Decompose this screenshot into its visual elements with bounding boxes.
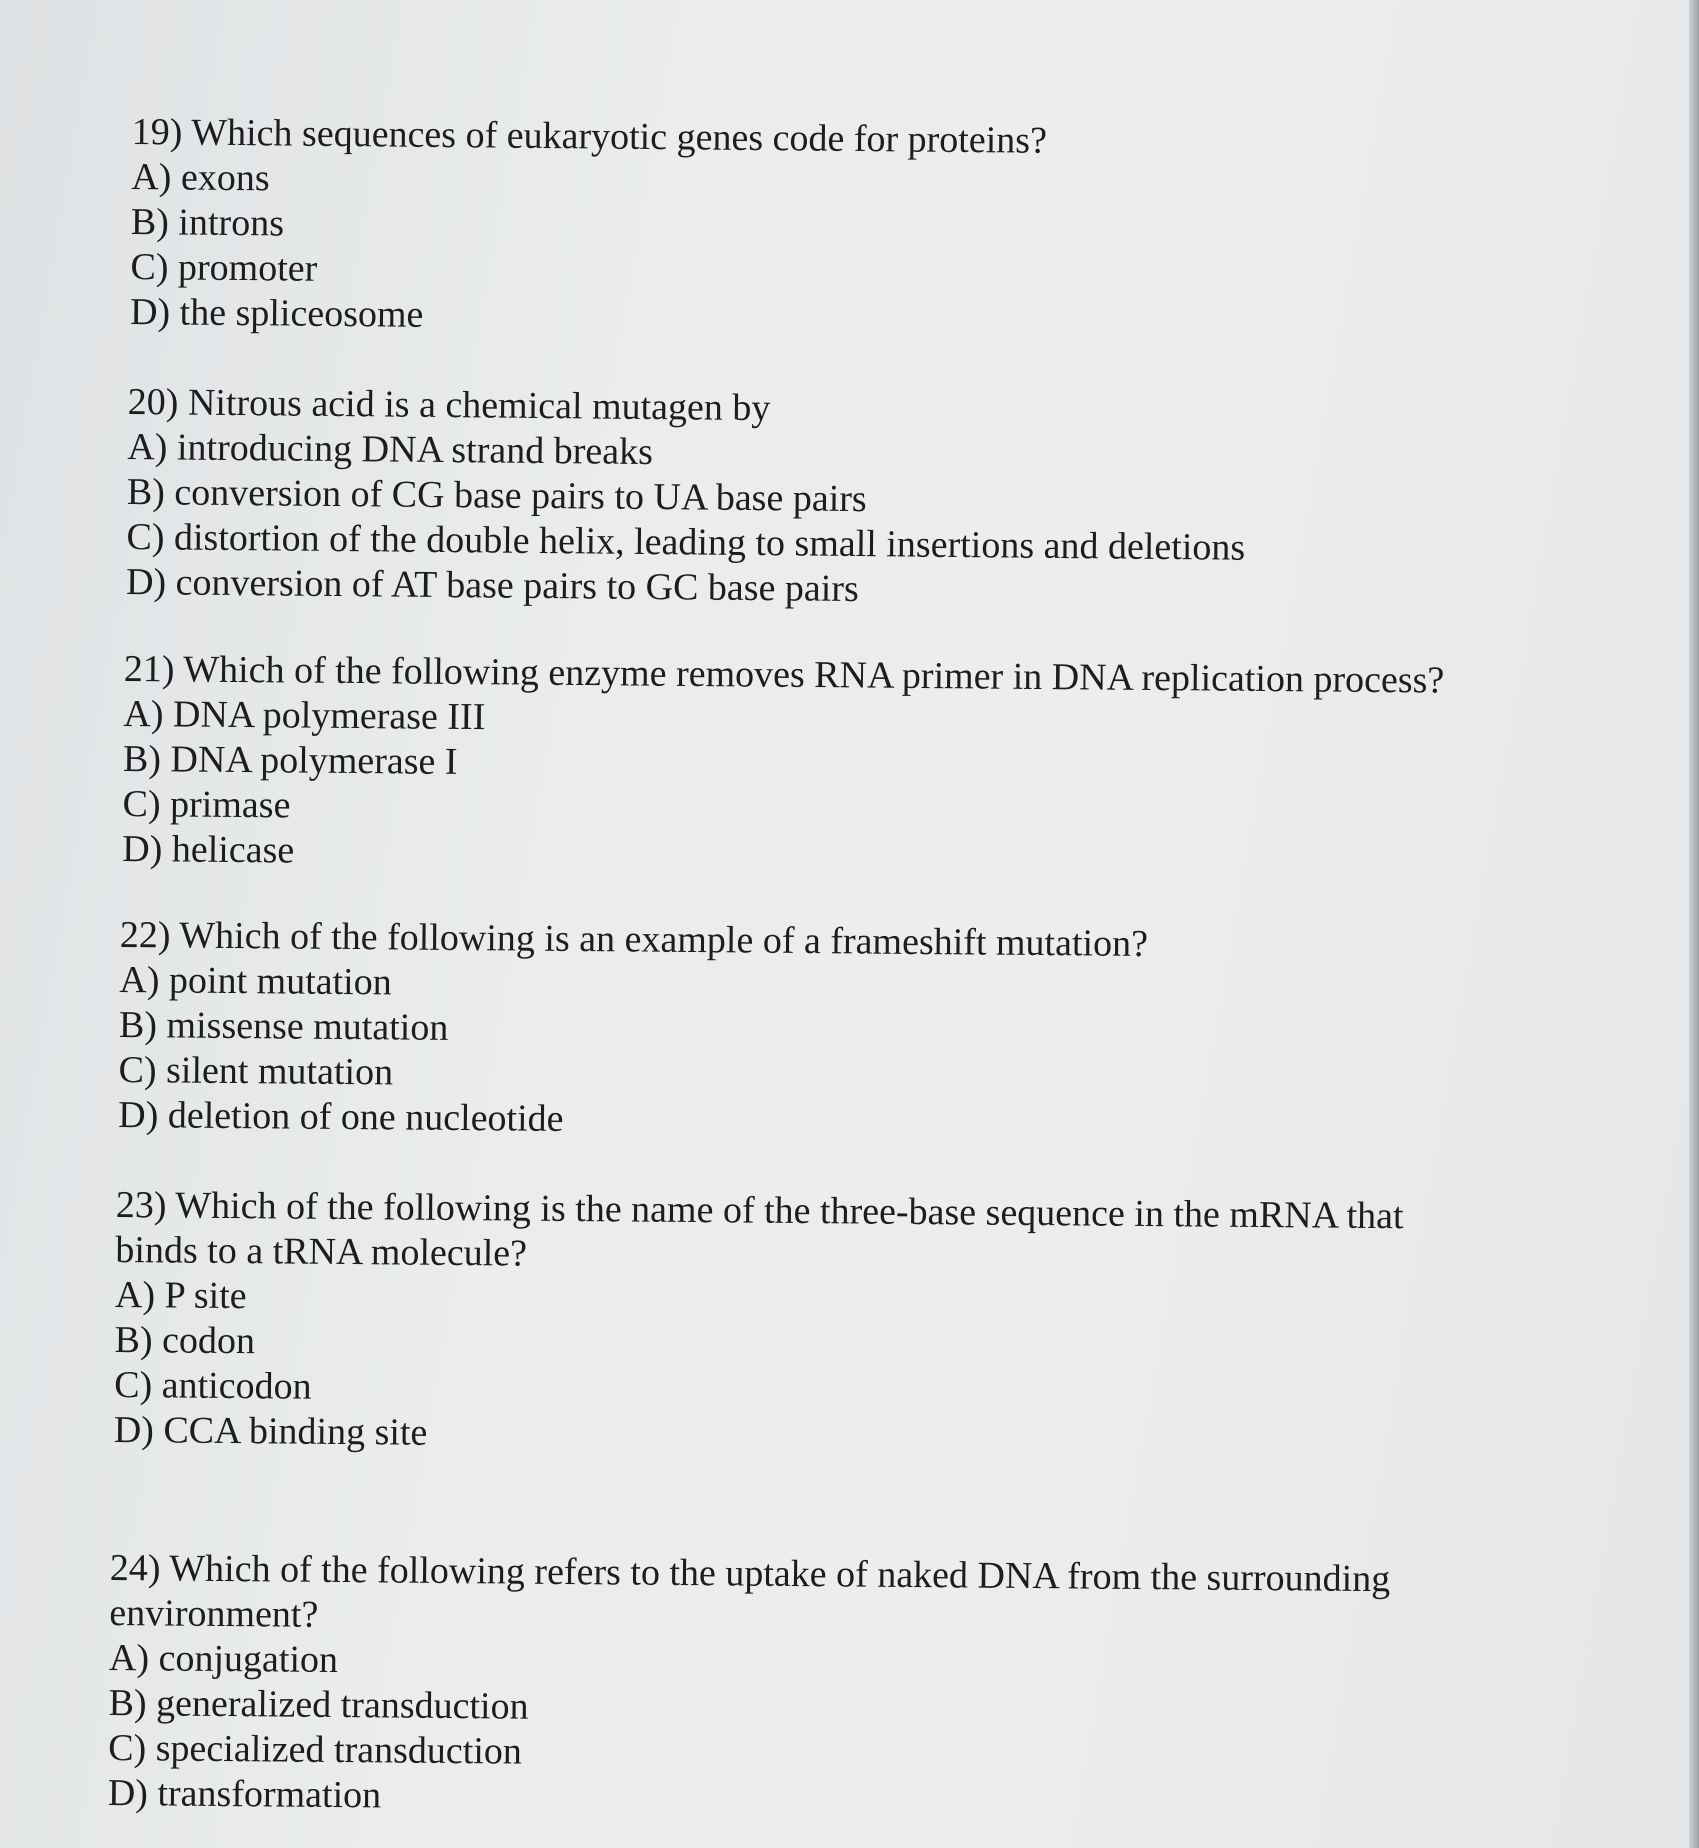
option-d: D) CCA binding site (113, 1408, 428, 1454)
option-b: B) missense mutation (118, 1003, 449, 1049)
option-d: D) transformation (107, 1771, 382, 1817)
question-20 (126, 380, 1247, 616)
question-stem: 22) Which of the following is an example of a frameshift mutation? (119, 913, 1149, 965)
option-a: A) conjugation (108, 1636, 339, 1681)
question-stem-line-1: 23) Which of the following is the name of the three-base sequence in the mRNA that (115, 1184, 1404, 1238)
option-b: B) DNA polymerase I (122, 737, 458, 783)
question-stem: 19) Which sequences of eukaryotic genes code for proteins? (131, 110, 1048, 162)
question-stem: 21) Which of the following enzyme removes RNA primer in DNA replication process? (123, 647, 1445, 702)
option-a: A) introducing DNA strand breaks (127, 425, 654, 474)
question-24 (108, 1546, 1391, 1827)
option-a: A) point mutation (119, 958, 392, 1004)
option-a: A) exons (131, 155, 270, 200)
question-stem-line-2: environment? (109, 1591, 319, 1636)
option-c: C) promoter (130, 245, 318, 290)
option-b: B) conversion of CG base pairs to UA base pairs (126, 470, 867, 521)
option-a: A) DNA polymerase III (123, 692, 486, 739)
option-d: D) deletion of one nucleotide (118, 1093, 564, 1140)
question-19 (130, 110, 1047, 344)
monitor-bezel (1689, 0, 1699, 1848)
option-d: D) conversion of AT base pairs to GC base pairs (125, 560, 859, 611)
option-c: C) specialized transduction (108, 1726, 523, 1773)
option-a: A) P site (114, 1273, 247, 1318)
option-d: D) helicase (122, 827, 295, 872)
option-c: C) distortion of the double helix, leading to small insertions and deletions (126, 515, 1246, 569)
option-b: B) introns (130, 200, 285, 245)
option-c: C) anticodon (114, 1363, 312, 1408)
option-c: C) primase (122, 782, 291, 827)
option-b: B) generalized transduction (108, 1681, 529, 1728)
question-21 (122, 647, 1444, 884)
option-b: B) codon (114, 1318, 256, 1363)
question-23 (114, 1183, 1404, 1464)
question-stem-line-2: binds to a tRNA molecule? (115, 1228, 528, 1275)
option-d: D) the spliceosome (129, 290, 424, 336)
question-stem: 20) Nitrous acid is a chemical mutagen by (127, 380, 771, 430)
question-stem-line-1: 24) Which of the following refers to the uptake of naked DNA from the surrounding (109, 1547, 1391, 1601)
option-c: C) silent mutation (118, 1048, 394, 1094)
question-22 (118, 913, 1148, 1147)
